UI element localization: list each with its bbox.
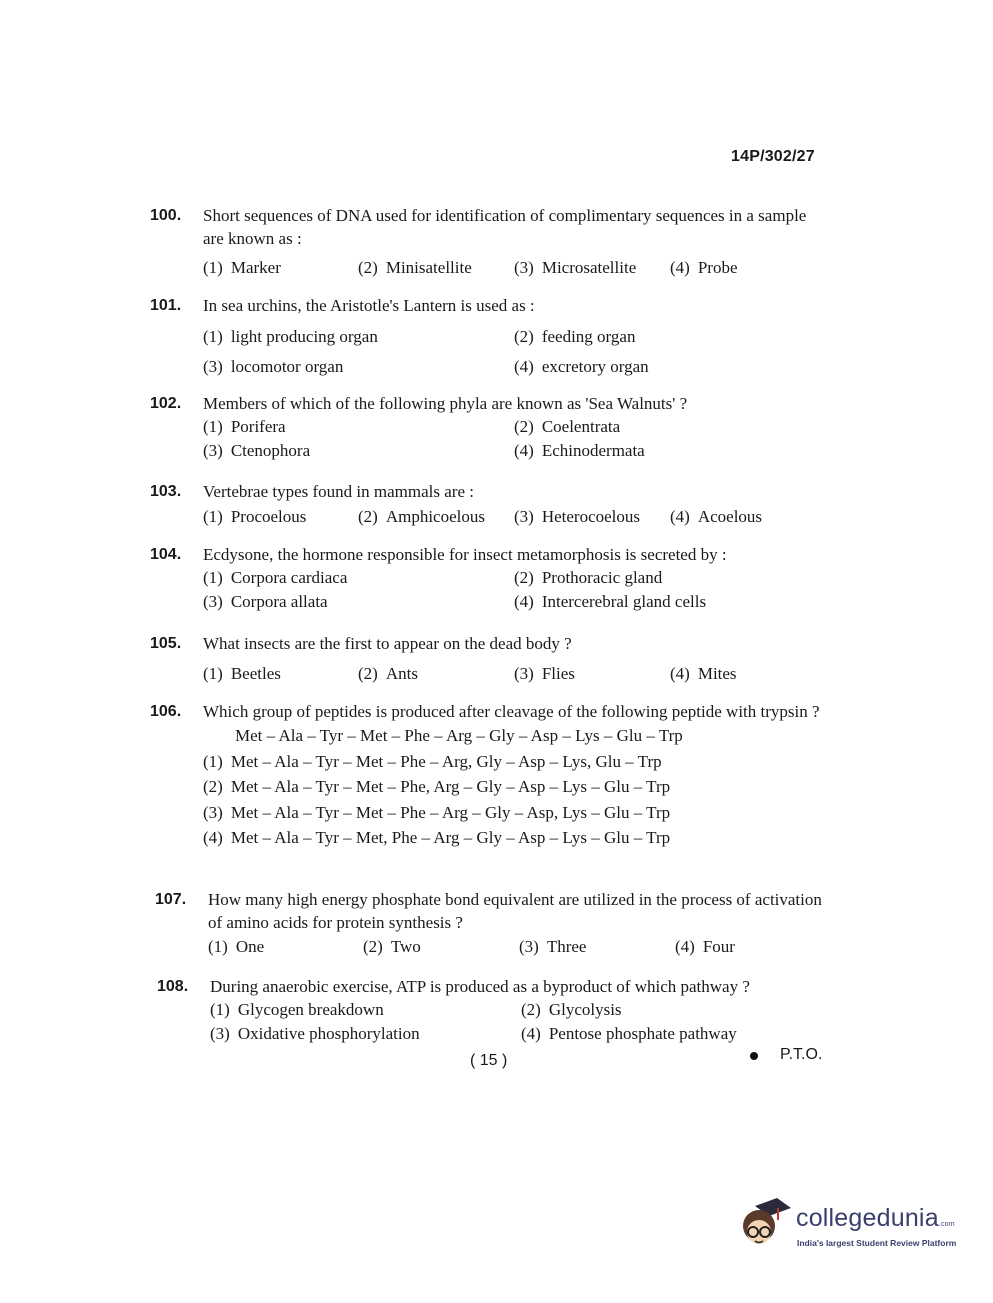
option-1: (1) Procoelous xyxy=(203,507,307,526)
option-3: (3) Heterocoelous xyxy=(514,507,641,526)
question-number: 107. xyxy=(155,891,187,908)
options xyxy=(203,505,830,529)
options xyxy=(208,935,835,959)
options xyxy=(203,256,830,280)
question-text: During anaerobic exercise, ATP is produced as a byproduct of which pathway ? xyxy=(210,977,750,996)
option-3: (3) Flies xyxy=(514,664,575,683)
options-row-1 xyxy=(203,566,830,590)
option-4: (4) excretory organ xyxy=(514,357,649,376)
option-4: (4) Pentose phosphate pathway xyxy=(521,1024,737,1043)
question-number: 104. xyxy=(150,546,182,563)
option-2: (2) Coelentrata xyxy=(514,417,621,436)
options-row-2 xyxy=(203,355,830,379)
question-number: 108. xyxy=(157,978,189,995)
option-2: (2) Amphicoelous xyxy=(358,507,485,526)
option-3: (3) Corpora allata xyxy=(203,592,328,611)
question-102 xyxy=(150,392,830,463)
collegedunia-logo xyxy=(733,1196,963,1258)
option-2: (2) Glycolysis xyxy=(521,1000,622,1019)
option-2: (2) Minisatellite xyxy=(358,258,472,277)
question-number: 103. xyxy=(150,483,182,500)
question-number: 101. xyxy=(150,297,182,314)
option-2: (2) Ants xyxy=(358,664,418,683)
bullet-icon xyxy=(750,1052,758,1060)
question-107 xyxy=(155,888,835,959)
paper-code: 14P/302/27 xyxy=(731,148,815,165)
option-4: (4) Acoelous xyxy=(670,507,763,526)
option-1: (1) Marker xyxy=(203,258,281,277)
options-row-1 xyxy=(203,325,830,355)
question-text: In sea urchins, the Aristotle's Lantern is used as : xyxy=(203,296,535,315)
options-row-1 xyxy=(210,998,837,1022)
question-number: 106. xyxy=(150,703,182,720)
option-4: (4) Four xyxy=(675,937,735,956)
option-2: (2) Prothoracic gland xyxy=(514,568,663,587)
options-row-2 xyxy=(203,590,830,614)
option-4: (4) Met – Ala – Tyr – Met, Phe – Arg – Gly – Asp – Lys – Glu – Trp xyxy=(203,828,671,847)
option-3: (3) Three xyxy=(519,937,587,956)
option-4: (4) Mites xyxy=(670,664,737,683)
question-text: Short sequences of DNA used for identification of complimentary sequences in a sample are known as : xyxy=(203,206,807,248)
option-4: (4) Intercerebral gland cells xyxy=(514,592,707,611)
peptide-sequence: Met – Ala – Tyr – Met – Phe – Arg – Gly – Asp – Lys – Glu – Trp xyxy=(235,726,683,745)
option-3: (3) Ctenophora xyxy=(203,441,311,460)
question-text: Vertebrae types found in mammals are : xyxy=(203,482,474,501)
logo-tagline: India's largest Student Review Platform xyxy=(797,1238,957,1248)
question-number: 105. xyxy=(150,635,182,652)
option-4: (4) Echinodermata xyxy=(514,441,645,460)
options-row-2 xyxy=(210,1022,837,1046)
options-row-1 xyxy=(203,415,830,439)
option-1: (1) Met – Ala – Tyr – Met – Phe – Arg, Gly – Asp – Lys, Glu – Trp xyxy=(203,751,662,771)
option-1: (1) Porifera xyxy=(203,417,286,436)
question-text: What insects are the first to appear on the dead body ? xyxy=(203,634,572,653)
page-number: ( 15 ) xyxy=(470,1052,508,1069)
option-1: (1) Glycogen breakdown xyxy=(210,1000,384,1019)
option-1: (1) light producing organ xyxy=(203,327,378,346)
option-2: (2) Met – Ala – Tyr – Met – Phe, Arg – Gly – Asp – Lys – Glu – Trp xyxy=(203,777,671,796)
question-text: Which group of peptides is produced after cleavage of the following peptide with trypsin ? xyxy=(203,702,820,721)
option-3: (3) locomotor organ xyxy=(203,357,344,376)
question-number: 100. xyxy=(150,207,182,224)
question-106 xyxy=(150,700,830,851)
mascot-icon xyxy=(733,1196,795,1258)
option-3: (3) Met – Ala – Tyr – Met – Phe – Arg – Gly – Asp, Lys – Glu – Trp xyxy=(203,802,671,822)
question-105 xyxy=(150,632,830,686)
question-number: 102. xyxy=(150,395,182,412)
options-row-2 xyxy=(203,439,830,463)
question-104 xyxy=(150,543,830,614)
option-3: (3) Microsatellite xyxy=(514,258,637,277)
option-2: (2) Two xyxy=(363,937,421,956)
option-4: (4) Probe xyxy=(670,258,738,277)
option-1: (1) Corpora cardiaca xyxy=(203,568,348,587)
question-103 xyxy=(150,480,830,529)
options xyxy=(203,662,830,686)
option-1: (1) One xyxy=(208,937,265,956)
question-text: How many high energy phosphate bond equivalent are utilized in the process of activation of amino acids for protein synthesis ? xyxy=(208,890,822,932)
please-turn-over: P.T.O. xyxy=(780,1046,823,1063)
option-3: (3) Oxidative phosphorylation xyxy=(210,1024,420,1043)
question-text: Members of which of the following phyla are known as 'Sea Walnuts' ? xyxy=(203,394,688,413)
question-108 xyxy=(157,975,837,1046)
question-101 xyxy=(150,294,830,379)
logo-wordmark: collegedunia.com xyxy=(796,1204,955,1232)
question-100 xyxy=(150,204,830,280)
option-1: (1) Beetles xyxy=(203,664,281,683)
option-2: (2) feeding organ xyxy=(514,327,636,346)
question-text: Ecdysone, the hormone responsible for insect metamorphosis is secreted by : xyxy=(203,545,727,564)
